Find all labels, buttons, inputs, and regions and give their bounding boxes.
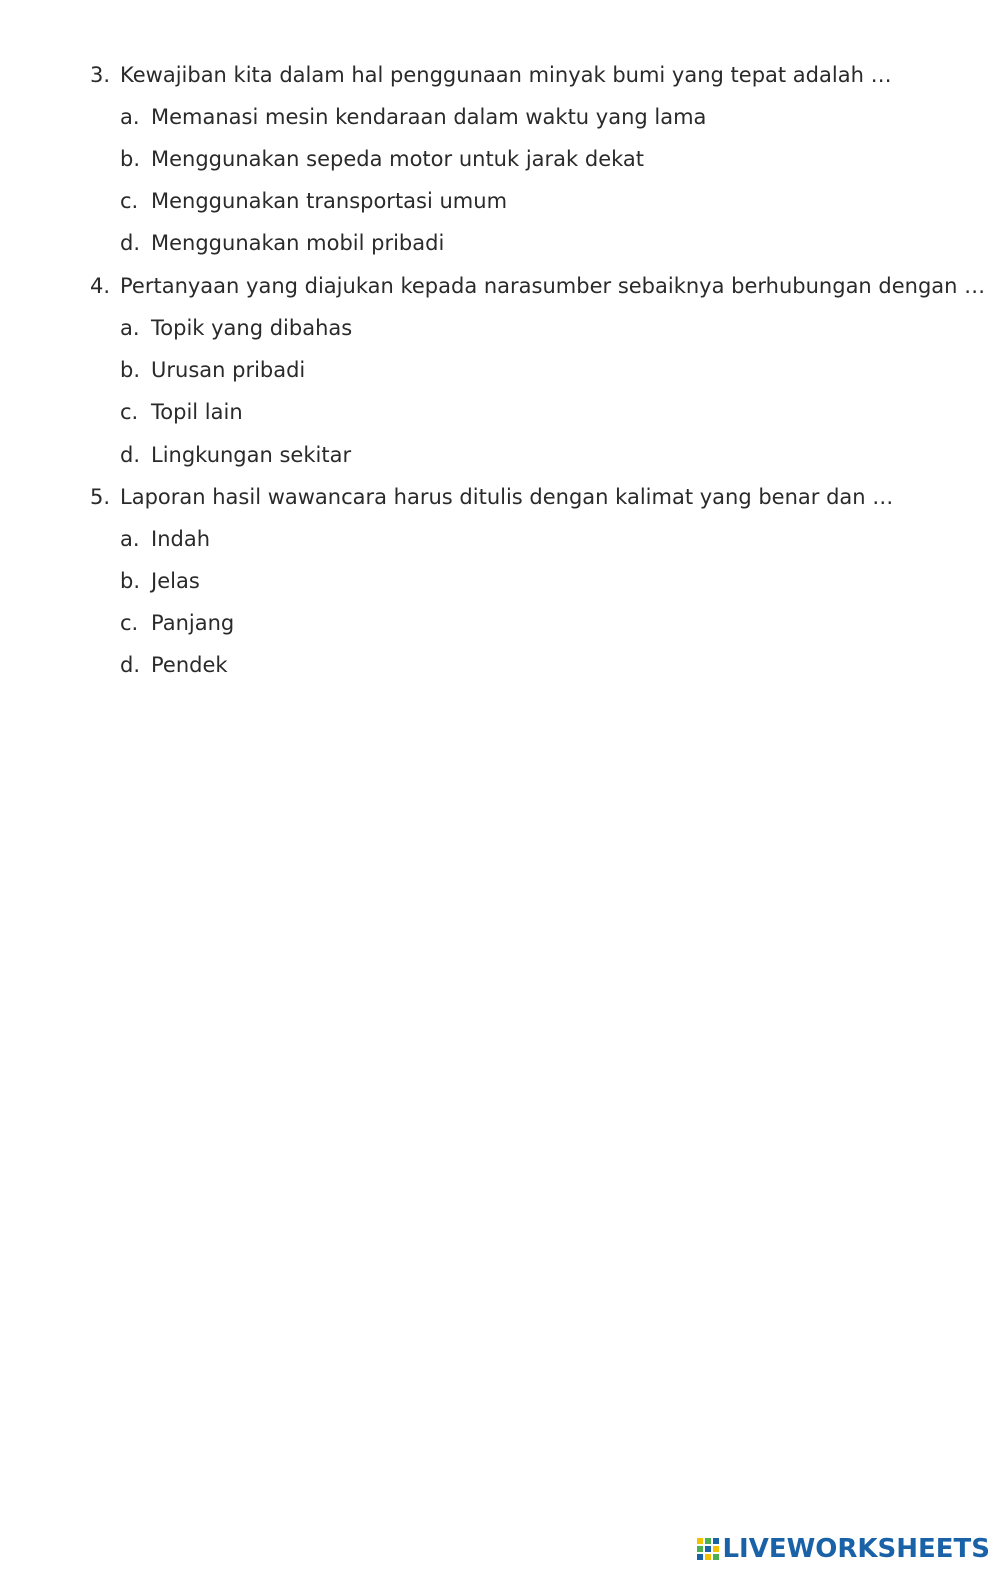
option-letter: d. xyxy=(120,443,141,467)
option-text: Panjang xyxy=(151,611,235,635)
question-5-option-d xyxy=(120,651,940,679)
option-text: Pendek xyxy=(151,653,228,677)
question-5 xyxy=(90,483,950,511)
option-letter: d. xyxy=(120,653,141,677)
question-4-option-b xyxy=(120,356,940,384)
question-text: Laporan hasil wawancara harus ditulis dengan kalimat yang benar dan … xyxy=(120,485,894,509)
option-letter: c. xyxy=(120,189,139,213)
liveworksheets-logo-icon xyxy=(697,1538,719,1560)
question-text: Pertanyaan yang diajukan kepada narasumber sebaiknya berhubungan dengan … xyxy=(120,274,986,298)
option-letter: a. xyxy=(120,316,140,340)
question-3-option-b xyxy=(120,145,940,173)
option-text: Jelas xyxy=(151,569,200,593)
option-letter: a. xyxy=(120,105,140,129)
question-3-option-c xyxy=(120,187,940,215)
option-text: Menggunakan sepeda motor untuk jarak dekat xyxy=(151,147,645,171)
option-text: Urusan pribadi xyxy=(151,358,306,382)
option-text: Topik yang dibahas xyxy=(151,316,353,340)
option-text: Menggunakan transportasi umum xyxy=(151,189,508,213)
option-text: Indah xyxy=(151,527,211,551)
option-text: Menggunakan mobil pribadi xyxy=(151,231,445,255)
option-text: Lingkungan sekitar xyxy=(151,443,352,467)
option-letter: c. xyxy=(120,611,139,635)
question-4-option-d xyxy=(120,441,940,469)
question-5-option-a xyxy=(120,525,940,553)
question-5-option-c xyxy=(120,609,940,637)
question-number: 4. xyxy=(90,274,111,298)
option-letter: b. xyxy=(120,147,141,171)
option-text: Memanasi mesin kendaraan dalam waktu yang lama xyxy=(151,105,707,129)
question-text: Kewajiban kita dalam hal penggunaan minyak bumi yang tepat adalah … xyxy=(120,63,892,87)
option-text: Topil lain xyxy=(151,400,243,424)
option-letter: b. xyxy=(120,358,141,382)
question-number: 5. xyxy=(90,485,111,509)
question-4-option-a xyxy=(120,314,940,342)
option-letter: b. xyxy=(120,569,141,593)
option-letter: d. xyxy=(120,231,141,255)
question-4-option-c xyxy=(120,398,940,426)
question-number: 3. xyxy=(90,63,111,87)
liveworksheets-wordmark: LIVEWORKSHEETS xyxy=(722,1534,990,1564)
question-3 xyxy=(90,61,950,89)
option-letter: c. xyxy=(120,400,139,424)
option-letter: a. xyxy=(120,527,140,551)
liveworksheets-branding xyxy=(697,1534,990,1564)
question-3-option-a xyxy=(120,103,940,131)
question-5-option-b xyxy=(120,567,940,595)
question-4 xyxy=(90,272,986,300)
question-3-option-d xyxy=(120,229,940,257)
